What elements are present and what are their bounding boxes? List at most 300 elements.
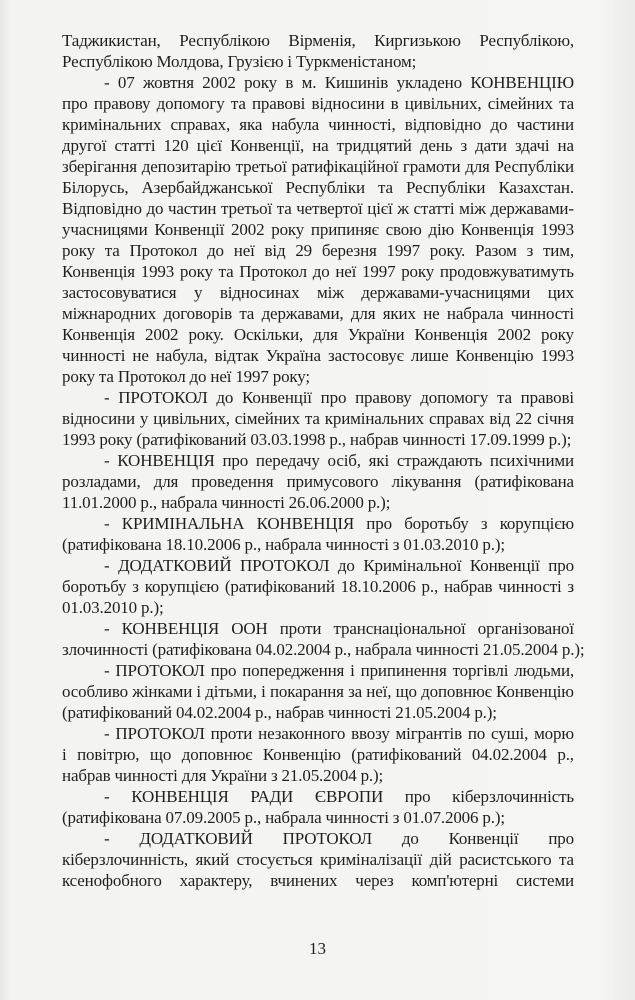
word: статті: [114, 136, 156, 155]
word: Азербайджанської: [141, 178, 273, 197]
word: торгівлі: [452, 661, 509, 680]
word: тим,: [543, 241, 574, 260]
word: ПРОТОКОЛ: [115, 661, 205, 680]
word: -: [104, 829, 110, 848]
paragraph: [62, 618, 585, 660]
word: 26.06.2000: [288, 493, 364, 512]
word: доповнює: [181, 745, 253, 764]
word: правову: [93, 94, 151, 113]
word: чинності: [415, 640, 479, 659]
word: р.);: [482, 535, 505, 554]
word: державами-: [490, 199, 574, 218]
word: 22: [515, 409, 533, 428]
word: цієї: [367, 199, 393, 218]
word: про: [62, 94, 88, 113]
word: з: [567, 577, 574, 596]
word: -: [104, 514, 110, 533]
word: року;: [272, 367, 310, 386]
word: припиняє: [310, 220, 379, 239]
word: р.);: [548, 430, 572, 449]
word: Таджикистан,: [62, 31, 161, 50]
word: застосовуватися: [62, 283, 177, 302]
word: дій: [429, 850, 452, 869]
word: грамоти: [402, 157, 461, 176]
text-line: [62, 240, 574, 261]
word: січня: [536, 409, 574, 428]
word: про: [222, 451, 249, 470]
word: другої: [62, 136, 107, 155]
word: Білорусь,: [62, 178, 129, 197]
word: для: [465, 157, 490, 176]
word: набрав: [275, 703, 325, 722]
word: 04.02.2004: [175, 703, 251, 722]
text-line: [62, 555, 574, 576]
word: -: [104, 724, 110, 743]
word: відносини: [311, 94, 385, 113]
word: попередження: [242, 661, 345, 680]
word: вчинених: [270, 871, 338, 890]
word: р.,: [255, 703, 272, 722]
word: криміналізації: [320, 850, 423, 869]
word: до: [490, 115, 508, 134]
word: р.);: [367, 493, 391, 512]
word: та: [218, 262, 234, 281]
word: дію: [428, 220, 455, 239]
word: допомогу: [156, 94, 225, 113]
word: Конвенція: [62, 262, 135, 281]
word: набула,: [155, 346, 208, 365]
word: свою: [385, 220, 422, 239]
word: у: [193, 283, 203, 302]
word: корупцією: [499, 514, 574, 533]
word: р.,: [244, 808, 262, 827]
word: для: [313, 325, 338, 344]
word: ЄВРОПИ: [314, 787, 384, 806]
word: (ратифікований: [224, 577, 335, 596]
word: 2002: [145, 325, 179, 344]
word: що: [149, 745, 172, 764]
word: березня: [321, 241, 377, 260]
word: (ратифікована: [62, 808, 162, 827]
word: кіберзлочинність: [452, 787, 574, 806]
word: ПРОТОКОЛ: [282, 829, 372, 848]
word: 1993: [62, 430, 96, 449]
word: та: [230, 94, 246, 113]
word: ксенофобного: [62, 871, 162, 890]
word: що: [395, 682, 417, 701]
body-text: [62, 30, 585, 891]
word: 07.09.2005: [165, 808, 241, 827]
text-line: [62, 534, 574, 555]
word: (ратифікований: [351, 745, 462, 764]
word: відносини: [62, 409, 135, 428]
word: допомогу: [420, 388, 489, 407]
word: (ратифікована: [152, 640, 252, 659]
word: року: [62, 367, 95, 386]
word: проти: [210, 724, 253, 743]
word: особливо: [62, 682, 128, 701]
word: Конвенції: [154, 220, 225, 239]
word: чинності: [62, 346, 126, 365]
word: 03.03.1998: [250, 430, 326, 449]
word: з: [480, 514, 488, 533]
word: мігрантів: [395, 724, 462, 743]
word: 120: [163, 136, 189, 155]
text-line: [62, 849, 574, 870]
word: України: [347, 325, 405, 344]
word: відносинах: [219, 283, 300, 302]
word: Україна: [265, 346, 321, 365]
word: р.);: [474, 703, 497, 722]
paragraph: [62, 828, 574, 891]
word: ж: [397, 199, 409, 218]
word: Туркменістаном;: [296, 52, 417, 71]
text-line: [62, 408, 574, 429]
word: лікування: [391, 472, 462, 491]
text-line: [62, 870, 574, 891]
word: 21.05.2004: [281, 766, 357, 785]
word: психічними: [489, 451, 574, 470]
word: Конвенція: [62, 325, 135, 344]
word: не: [423, 304, 440, 323]
word: в: [285, 73, 294, 92]
text-line: [62, 219, 574, 240]
word: р.,: [329, 430, 346, 449]
paragraph: [62, 660, 574, 723]
word: від: [489, 409, 511, 428]
word: справах: [428, 409, 485, 428]
word: сімейних: [234, 409, 300, 428]
word: для: [153, 472, 179, 491]
word: неї: [335, 262, 357, 281]
word: людьми,: [514, 661, 574, 680]
word: дітьми,: [205, 682, 257, 701]
word: боротьбу: [62, 577, 127, 596]
word: з: [132, 577, 139, 596]
word: -: [104, 388, 110, 407]
word: з: [392, 535, 400, 554]
word: день: [419, 136, 453, 155]
word: частин: [167, 199, 217, 218]
word: до: [337, 556, 355, 575]
word: КРИМІНАЛЬНА: [121, 514, 245, 533]
word: здачі: [514, 136, 550, 155]
word: суші,: [491, 724, 529, 743]
word: чинності: [325, 535, 389, 554]
word: частини: [516, 115, 574, 134]
word: до: [207, 241, 224, 260]
word: та: [559, 94, 574, 113]
word: набрала: [265, 808, 322, 827]
word: набрала: [355, 640, 412, 659]
word: який: [195, 850, 230, 869]
word: Конвенція: [460, 220, 534, 239]
word: примусового: [286, 472, 379, 491]
text-line: [62, 135, 574, 156]
word: на: [557, 136, 574, 155]
word: 01.03.2010: [62, 598, 138, 617]
word: від: [264, 241, 286, 260]
word: повітрю,: [77, 745, 140, 764]
word: м.: [301, 73, 317, 92]
word: 01.07.2006: [403, 808, 479, 827]
word: 21.05.2004: [395, 703, 471, 722]
text-line: [62, 828, 574, 849]
text-line: [62, 681, 574, 702]
word: тридцятий: [336, 136, 412, 155]
paragraph: [62, 513, 574, 555]
word: кримінальних: [324, 409, 425, 428]
word: Республіки: [494, 157, 574, 176]
paragraph: [62, 387, 574, 450]
text-line: [62, 303, 574, 324]
word: -: [104, 451, 110, 470]
text-line: [62, 93, 574, 114]
word: та: [104, 241, 120, 260]
paragraph: [62, 30, 574, 72]
word: жовтня: [143, 73, 194, 92]
word: про: [548, 556, 574, 575]
text-line: [62, 366, 574, 387]
word: з: [270, 766, 278, 785]
text-line: [62, 807, 574, 828]
word: (ратифікований: [62, 703, 172, 722]
word: та: [239, 304, 255, 323]
word: набрала: [446, 304, 504, 323]
word: 1997: [386, 241, 420, 260]
word: Грузією: [227, 52, 284, 71]
word: та: [304, 409, 320, 428]
word: про: [320, 388, 347, 407]
word: на: [312, 136, 329, 155]
word: р.);: [482, 808, 505, 827]
word: з: [526, 241, 534, 260]
paragraph: [62, 786, 574, 828]
word: про: [210, 661, 237, 680]
word: припинення: [360, 661, 447, 680]
word: чинності: [325, 808, 389, 827]
word: відтак: [214, 346, 259, 365]
word: набула: [271, 115, 319, 134]
word: набрала: [265, 535, 322, 554]
word: доповнює: [421, 682, 492, 701]
word: Разом: [474, 241, 517, 260]
paragraph: [62, 72, 574, 387]
word: ДОДАТКОВИЙ: [118, 556, 232, 575]
word: Конвенцію: [496, 682, 574, 701]
text-line: [62, 786, 574, 807]
word: Молдова,: [156, 52, 224, 71]
word: 1993: [540, 346, 574, 365]
word: Оскільки,: [233, 325, 304, 344]
word: Казахстан.: [498, 178, 574, 197]
word: жінками: [132, 682, 193, 701]
word: які: [368, 451, 390, 470]
word: ПРОТОКОЛ: [115, 724, 205, 743]
word: третьої: [221, 199, 273, 218]
word: по: [467, 724, 486, 743]
word: у: [139, 409, 149, 428]
word: року: [271, 220, 305, 239]
word: 1993: [140, 262, 175, 281]
word: 01.03.2010: [403, 535, 479, 554]
word: цієї: [196, 136, 222, 155]
word: Конвенцію: [455, 346, 534, 365]
word: продовжуватимуть: [439, 262, 574, 281]
word: року.: [188, 325, 224, 344]
word: чинності: [114, 766, 178, 785]
word: та: [559, 850, 574, 869]
word: 04.02.2004: [471, 745, 547, 764]
word: 2002: [202, 73, 236, 92]
word: р.,: [557, 745, 574, 764]
word: до: [216, 388, 234, 407]
word: державами-учасницями: [361, 283, 531, 302]
word: року: [62, 241, 95, 260]
word: 2002: [231, 220, 265, 239]
word: до: [401, 829, 419, 848]
text-line: [62, 450, 574, 471]
word: цивільних,: [404, 94, 482, 113]
word: про: [404, 787, 431, 806]
word: неї,: [366, 682, 392, 701]
word: (ратифікована: [62, 535, 162, 554]
text-line: [62, 471, 574, 492]
text-line: [62, 513, 574, 534]
word: ООН: [231, 619, 268, 638]
word: КОНВЕНЦІЯ: [117, 451, 215, 470]
word: депозитарію: [141, 157, 231, 176]
word: набрав: [443, 577, 493, 596]
word: ратифікаційної: [291, 157, 399, 176]
word: стосується: [236, 850, 313, 869]
word: неї: [210, 367, 232, 386]
text-line: [62, 261, 574, 282]
word: за: [348, 682, 363, 701]
word: статті: [413, 199, 455, 218]
text-line: [62, 660, 574, 681]
word: про: [548, 829, 574, 848]
word: набрала: [160, 493, 218, 512]
word: проведення: [191, 472, 274, 491]
word: боротьбу: [404, 514, 469, 533]
word: сімейних: [487, 94, 553, 113]
word: кіберзлочинність,: [62, 850, 188, 869]
word: та: [276, 199, 292, 218]
text-line: [62, 702, 574, 723]
word: РАДИ: [250, 787, 294, 806]
word: з: [392, 808, 400, 827]
word: третьої: [235, 157, 287, 176]
word: р.);: [360, 766, 384, 785]
word: для: [181, 766, 207, 785]
word: страждають: [396, 451, 483, 470]
word: року: [179, 262, 213, 281]
word: правову: [355, 388, 412, 407]
word: -: [104, 787, 110, 806]
word: правові: [520, 388, 574, 407]
word: Киргизькою: [374, 31, 461, 50]
word: 18.10.2006: [165, 535, 241, 554]
word: цих: [547, 283, 574, 302]
word: -: [104, 73, 110, 92]
word: між: [459, 199, 486, 218]
word: року: [540, 325, 574, 344]
word: Республіки: [405, 178, 486, 197]
word: чинності: [510, 304, 574, 323]
word: 21.05.2004: [482, 640, 558, 659]
word: через: [355, 871, 394, 890]
word: системи: [516, 871, 574, 890]
word: чинності: [402, 430, 466, 449]
word: Конвенції: [242, 388, 312, 407]
word: набрав: [62, 766, 111, 785]
word: проти: [279, 619, 322, 638]
text-line: [62, 765, 574, 786]
word: Конвенції: [469, 556, 540, 575]
text-line: [62, 324, 574, 345]
word: чинності: [328, 703, 392, 722]
word: лише: [410, 346, 449, 365]
word: 29: [295, 241, 313, 260]
word: року: [99, 430, 133, 449]
word: 1997: [362, 262, 396, 281]
word: Республікою,: [479, 31, 574, 50]
word: -: [104, 619, 110, 638]
text-line: [62, 429, 574, 450]
word: і: [287, 52, 292, 71]
text-line: [62, 387, 574, 408]
word: 04.02.2004: [255, 640, 331, 659]
word: 1993: [540, 220, 574, 239]
word: чинності,: [328, 115, 396, 134]
text-line: [62, 576, 574, 597]
word: яка: [239, 115, 263, 134]
word: неї: [233, 241, 255, 260]
word: та: [497, 388, 512, 407]
word: державами,: [261, 304, 344, 323]
word: Вірменія,: [288, 31, 356, 50]
word: Протокол: [239, 262, 307, 281]
word: корупцією: [144, 577, 219, 596]
word: Кримінальної: [363, 556, 462, 575]
word: незаконного: [258, 724, 346, 743]
text-line: [62, 114, 574, 135]
word: 2002: [497, 325, 531, 344]
word: осіб,: [327, 451, 361, 470]
word: р.,: [334, 640, 352, 659]
word: і: [62, 745, 67, 764]
word: не: [132, 346, 149, 365]
word: ввозу: [351, 724, 390, 743]
word: набрав: [349, 430, 399, 449]
text-line: [62, 282, 574, 303]
word: застосовує: [328, 346, 404, 365]
word: в: [390, 94, 399, 113]
word: р.);: [141, 598, 164, 617]
word: організованої: [477, 619, 574, 638]
word: зберігання: [62, 157, 137, 176]
word: кримінальних: [62, 115, 162, 134]
word: характеру,: [179, 871, 253, 890]
word: ПРОТОКОЛ: [240, 556, 330, 575]
word: чинності: [221, 493, 285, 512]
word: комп'ютерні: [411, 871, 499, 890]
paragraph: [62, 723, 574, 786]
word: р.);: [561, 640, 585, 659]
word: Конвенції,: [230, 136, 305, 155]
paragraph: [62, 450, 574, 513]
